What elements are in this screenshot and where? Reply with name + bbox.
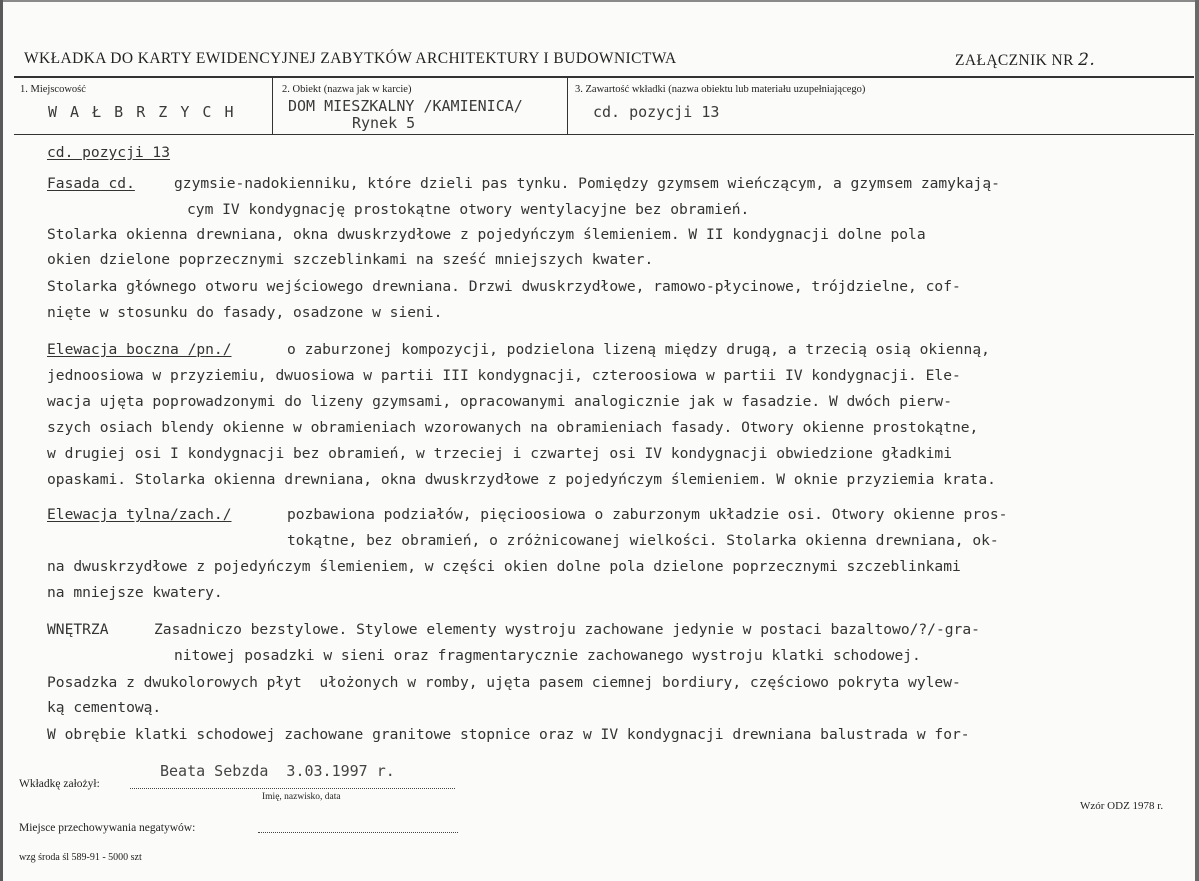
- field-1-value: W A Ł B R Z Y C H: [48, 103, 236, 121]
- boczna-line-3: wacja ujęta poprowadzonymi do lizeny gzymsami, opracowanymi analogicznie jak w fasadzie. W dwóch pierw-: [47, 393, 952, 410]
- boczna-line-1: o zaburzonej kompozycji, podzielona lizeną między drugą, a trzecią osią okienną,: [287, 341, 990, 358]
- table-divider-2: [567, 77, 568, 134]
- wnetrza-line-1: Zasadniczo bezstylowe. Stylowe elementy wystroju zachowane jedynie w postaci bazaltowo/?/-gra-: [154, 621, 980, 638]
- stolarka1-line-2: okien dzielone poprzecznymi szczeblinkami na sześć mniejszych kwater.: [47, 251, 654, 268]
- boczna-label: Elewacja boczna /pn./: [47, 341, 232, 358]
- field-2-caption: 2. Obiekt (nazwa jak w karcie): [282, 84, 412, 95]
- annex-number: 2.: [1078, 50, 1096, 70]
- wnetrza-label: WNĘTRZA: [47, 621, 109, 638]
- stolarka1-line-1: Stolarka okienna drewniana, okna dwuskrzydłowe z pojedyńczym ślemieniem. W II kondygnacji dolne pola: [47, 226, 926, 243]
- form-reference: Wzór ODZ 1978 r.: [1080, 800, 1164, 812]
- boczna-line-4: szych osiach blendy okienne w obramieniach wzorowanych na obramieniach fasady. Otwory okienne prostokątne,: [47, 419, 979, 436]
- tylna-line-1: pozbawiona podziałów, pięcioosiowa o zaburzonym układzie osi. Otwory okienne pros-: [287, 506, 1008, 523]
- tylna-label: Elewacja tylna/zach./: [47, 506, 232, 523]
- boczna-line-2: jednoosiowa w przyziemiu, dwuosiowa w partii III kondygnacji, czteroosiowa w partii IV kondygnacji. Ele-: [47, 367, 961, 384]
- field-1-caption: 1. Miejscowość: [20, 84, 86, 95]
- table-top-line: [14, 76, 1194, 78]
- frame-left: [0, 0, 3, 881]
- inserted-by-dotted-line: [130, 788, 455, 789]
- wnetrza-line-2: nitowej posadzki w sieni oraz fragmentarycznie zachowanego wystroju klatki schodowej.: [174, 647, 921, 664]
- boczna-line-5: w drugiej osi I kondygnacji bez obramień, w trzeciej i czwartej osi IV kondygnacji obwiedzione gładkimi: [47, 445, 952, 462]
- name-date-caption: Imię, nazwisko, data: [262, 792, 341, 802]
- wnetrza-line-3: Posadzka z dwukolorowych płyt ułożonych w romby, ujęta pasem ciemnej bordiury, częściowo pokryta wylew-: [47, 674, 961, 691]
- table-bottom-line: [14, 134, 1194, 135]
- fasada-label: Fasada cd.: [47, 175, 135, 192]
- tylna-line-3: na dwuskrzydłowe z pojedyńczym ślemieniem, w części okien dolne pola dzielone poprzecznymi szczeblinkami: [47, 558, 961, 575]
- stolarka2-line-2: nięte w stosunku do fasady, osadzone w sieni.: [47, 304, 443, 321]
- continuation-heading: cd. pozycji 13: [47, 144, 171, 161]
- fasada-line-2: cym IV kondygnację prostokątne otwory wentylacyjne bez obramień.: [187, 201, 750, 218]
- storage-label: Miejsce przechowywania negatywów:: [19, 822, 196, 834]
- print-reference: wzg środa śl 589-91 - 5000 szt: [19, 852, 142, 863]
- field-3-caption: 3. Zawartość wkładki (nazwa obiektu lub materiału uzupełniającego): [575, 84, 866, 95]
- tylna-line-2: tokątne, bez obramień, o zróżnicowanej wielkości. Stolarka okienna drewniana, ok-: [287, 532, 999, 549]
- field-2-value-line1: DOM MIESZKALNY /KAMIENICA/: [288, 97, 523, 115]
- annex-label: [955, 50, 1095, 70]
- storage-dotted-line: [258, 832, 458, 833]
- boczna-line-6: opaskami. Stolarka okienna drewniana, okna dwuskrzydłowe z pojedyńczym ślemieniem. W oknie przyziemia krata.: [47, 471, 996, 488]
- field-3-value: cd. pozycji 13: [593, 103, 720, 121]
- inserted-by-label: Wkładkę założył:: [19, 778, 100, 790]
- stolarka2-line-1: Stolarka głównego otworu wejściowego drewniana. Drzwi dwuskrzydłowe, ramowo-płycinowe, trójdzielne, cof-: [47, 278, 961, 295]
- form-title: WKŁADKA DO KARTY EWIDENCYJNEJ ZABYTKÓW ARCHITEKTURY I BUDOWNICTWA: [24, 50, 677, 67]
- field-2-value-line2: Rynek 5: [352, 114, 416, 132]
- frame-top: [0, 0, 1199, 2]
- frame-right: [1195, 0, 1199, 881]
- fasada-line-1: gzymsie-nadokienniku, które dzieli pas tynku. Pomiędzy gzymsem wieńczącym, a gzymsem zamykają-: [174, 175, 1000, 192]
- signature-entry: Beata Sebzda 3.03.1997 r.: [160, 762, 395, 780]
- annex-label-text: ZAŁĄCZNIK NR: [955, 52, 1074, 69]
- wnetrza-line-4: ką cementową.: [47, 699, 162, 716]
- table-divider-1: [272, 77, 273, 134]
- tylna-line-4: na mniejsze kwatery.: [47, 584, 223, 601]
- wnetrza-line-5: W obrębie klatki schodowej zachowane granitowe stopnice oraz w IV kondygnacji drewniana balustrada w for-: [47, 726, 970, 743]
